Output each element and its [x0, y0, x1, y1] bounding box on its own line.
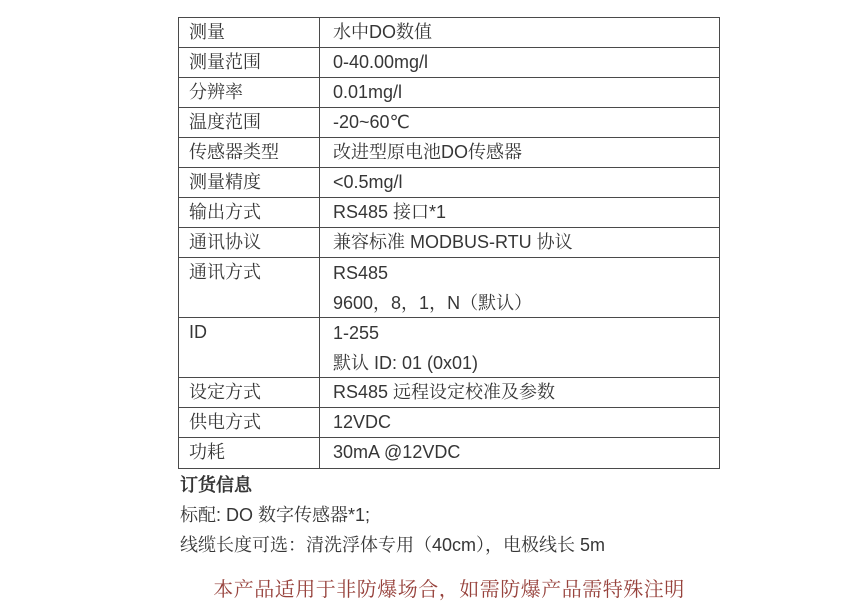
table-row: [179, 78, 719, 108]
spec-value-line1: 1-255: [333, 323, 380, 343]
spec-value: RS485 接口*1: [333, 202, 447, 222]
table-row: [179, 228, 719, 258]
table-row: [179, 408, 719, 438]
spec-value: [320, 318, 719, 377]
spec-value: 0.01mg/l: [333, 82, 403, 102]
table-row: [179, 378, 719, 408]
spec-label: 测量精度: [179, 168, 320, 197]
spec-value: <0.5mg/l: [333, 172, 403, 192]
spec-value: -20~60℃: [333, 112, 410, 132]
spec-label: 供电方式: [179, 408, 320, 437]
spec-value-line1: RS485: [333, 263, 389, 283]
explosion-proof-notice: 本产品适用于非防爆场合，如需防爆产品需特殊注明: [213, 579, 685, 601]
spec-value: 0-40.00mg/l: [333, 52, 429, 72]
ordering-heading: 订货信息: [180, 475, 252, 495]
spec-label: 分辨率: [179, 78, 320, 107]
table-row: [179, 108, 719, 138]
spec-value: 12VDC: [333, 412, 392, 432]
table-row: [179, 168, 719, 198]
table-row: [179, 198, 719, 228]
spec-value-line2: 默认 ID: 01 (0x01): [333, 353, 479, 373]
spec-value: 30mA @12VDC: [333, 442, 461, 462]
spec-label: 测量: [179, 18, 320, 47]
ordering-line-cable: 线缆长度可选：清洗浮体专用（40cm），电极线长 5m: [180, 535, 606, 555]
ordering-info: [180, 470, 740, 560]
spec-value: 水中DO数值: [333, 22, 432, 42]
spec-value: [320, 258, 719, 317]
spec-label: 传感器类型: [179, 138, 320, 167]
table-row: [179, 318, 719, 378]
spec-label: 温度范围: [179, 108, 320, 137]
spec-value: 兼容标准 MODBUS-RTU 协议: [333, 232, 573, 252]
table-row: [179, 258, 719, 318]
spec-value: 改进型原电池DO传感器: [333, 142, 522, 162]
spec-label: 通讯协议: [179, 228, 320, 257]
spec-table: [178, 17, 720, 469]
spec-label: 功耗: [179, 438, 320, 468]
spec-label: 设定方式: [179, 378, 320, 407]
spec-label: 测量范围: [179, 48, 320, 77]
table-row: [179, 48, 719, 78]
table-row: [179, 438, 719, 468]
ordering-line-standard: 标配: DO 数字传感器*1;: [180, 505, 371, 525]
table-row: [179, 18, 719, 48]
table-row: [179, 138, 719, 168]
spec-label: 输出方式: [179, 198, 320, 227]
spec-label: 通讯方式: [179, 258, 320, 317]
spec-value: RS485 远程设定校准及参数: [333, 382, 556, 402]
spec-label: ID: [179, 318, 320, 377]
spec-value-line2: 9600，8，1，N（默认）: [333, 293, 533, 313]
